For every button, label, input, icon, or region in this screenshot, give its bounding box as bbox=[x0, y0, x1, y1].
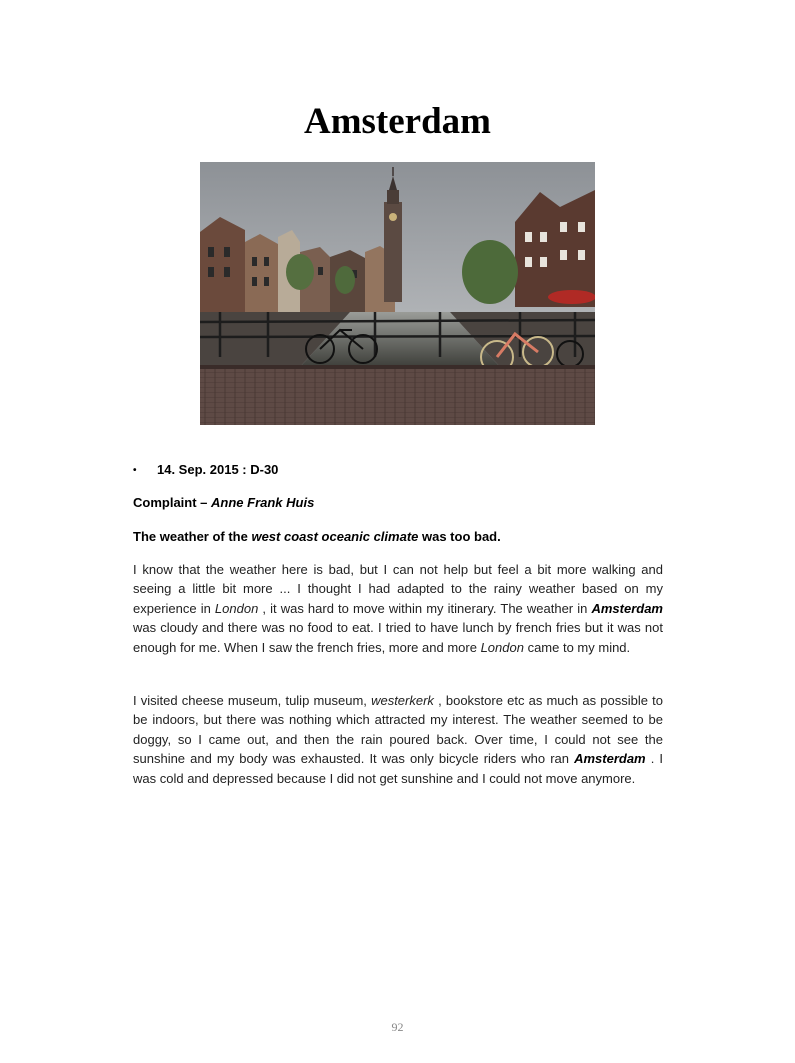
p2-amsterdam: Amsterdam bbox=[574, 751, 646, 767]
paragraph-1 bbox=[133, 560, 663, 657]
page-title: Amsterdam bbox=[303, 101, 491, 142]
complaint-place: Anne Frank Huis bbox=[211, 495, 315, 510]
p1-london-2: London bbox=[480, 639, 524, 655]
paragraph-2 bbox=[133, 691, 663, 788]
p2-text-3: . I was cold and depressed because I did not get sunshine and I could not move anymore. bbox=[133, 751, 663, 786]
p1-amsterdam: Amsterdam bbox=[591, 600, 663, 616]
weather-prefix: The weather of the bbox=[133, 529, 252, 544]
weather-heading bbox=[133, 529, 501, 544]
p1-text-1: I know that the weather here is bad, but I can not help but feel a bit more walking and seeing a little bit more ... I thought I had adapted to the rainy weather based on my experience in bbox=[133, 562, 663, 616]
weather-climate: west coast oceanic climate bbox=[251, 529, 419, 544]
entry-date bbox=[133, 462, 278, 477]
p1-text-3: was cloudy and there was no food to eat. I tried to have lunch by french fries but it was not enough for me. When I saw the french fries, more and more bbox=[133, 620, 663, 655]
complaint-prefix: Complaint – bbox=[133, 495, 212, 510]
p1-london-1: London bbox=[214, 600, 259, 616]
bullet-icon: • bbox=[133, 465, 137, 476]
p1-text-4: came to my mind. bbox=[523, 639, 631, 655]
complaint-heading bbox=[133, 495, 314, 510]
entry-date-text: 14. Sep. 2015 : D-30 bbox=[157, 462, 279, 477]
amsterdam-canal-photo bbox=[200, 162, 595, 425]
p2-text-1: I visited cheese museum, tulip museum, bbox=[133, 693, 372, 708]
canal-illustration bbox=[200, 162, 595, 425]
p2-westerkerk: westerkerk bbox=[371, 693, 434, 708]
p2-text-2: , bookstore etc as much as possible to be indoors, but there was nothing which attracted my interest. The weather seemed to be doggy, so I came out, and then the rain poured back. Over time, I could not see the sunshine and my body was exhausted. It was only bicycle riders who ran bbox=[133, 693, 663, 767]
page-number: 92 bbox=[391, 1020, 404, 1034]
weather-suffix: was too bad. bbox=[418, 529, 501, 544]
p1-text-2: , it was hard to move within my itinerary. The weather in bbox=[258, 600, 592, 616]
